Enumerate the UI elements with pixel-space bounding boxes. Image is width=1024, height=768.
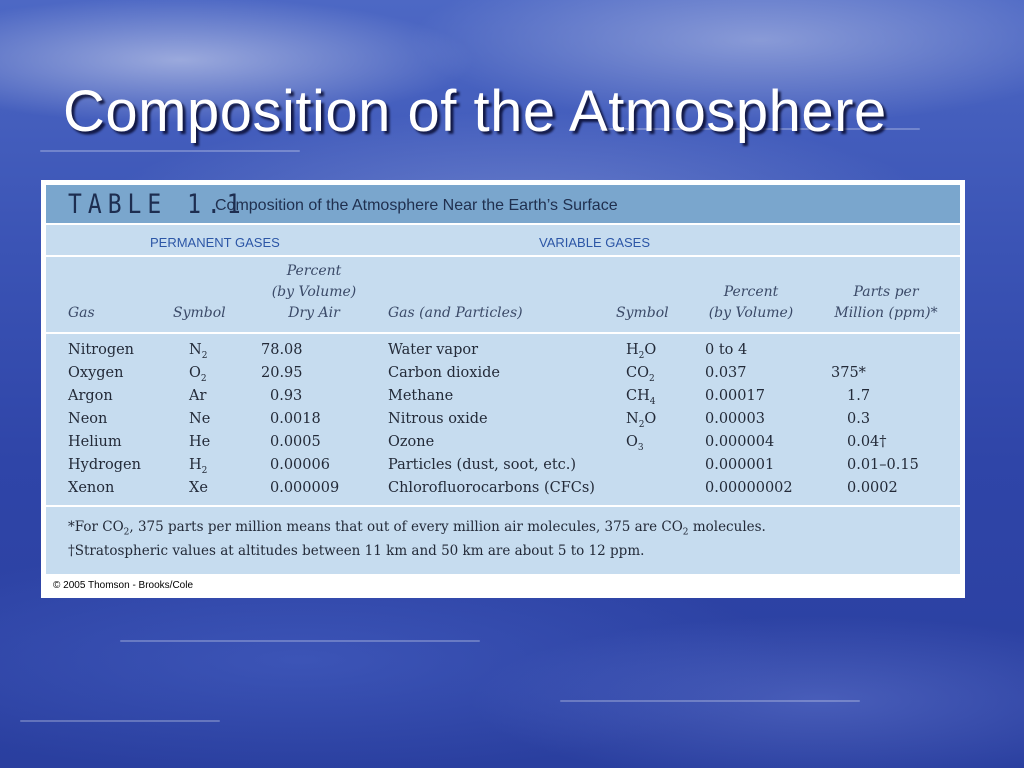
- gas-name: Hydrogen: [68, 457, 141, 473]
- symbol-text: N: [189, 342, 202, 358]
- variable-gas-ppm: 1.7: [847, 388, 871, 404]
- gas-name: Xenon: [68, 480, 115, 496]
- symbol-subscript: 2: [200, 373, 207, 384]
- water-streak: [560, 700, 860, 702]
- header-line: (by Volume): [271, 284, 357, 300]
- symbol-text: H: [189, 457, 202, 473]
- group-heading-permanent: PERMANENT GASES: [150, 235, 280, 250]
- column-header-percent-dry-air: [259, 261, 369, 324]
- table-title: Composition of the Atmosphere Near the Earth’s Surface: [215, 197, 618, 214]
- variable-gas-percent: 0.00017: [705, 388, 765, 404]
- symbol-subscript: 3: [637, 442, 644, 453]
- column-header-symbol: Symbol: [173, 305, 226, 321]
- divider: [46, 505, 960, 507]
- variable-gas-ppm: 0.04†: [847, 434, 887, 450]
- variable-gas-name: Chlorofluorocarbons (CFCs): [388, 480, 595, 496]
- gas-name: Helium: [68, 434, 122, 450]
- footnote-text: molecules.: [688, 519, 766, 535]
- symbol-text: Xe: [189, 480, 208, 496]
- symbol-text: CH: [626, 388, 650, 404]
- symbol-subscript: 2: [648, 373, 655, 384]
- variable-gas-percent: 0.000001: [705, 457, 775, 473]
- gas-symbol: [189, 480, 208, 499]
- footnote-stratospheric: †Stratospheric values at altitudes between 11 km and 50 km are about 5 to 12 ppm.: [68, 543, 645, 559]
- column-header-gas-particles: Gas (and Particles): [388, 305, 523, 321]
- variable-gas-symbol: [626, 434, 644, 453]
- variable-gas-percent: 0.037: [705, 365, 747, 381]
- variable-gas-percent: 0 to 4: [705, 342, 748, 358]
- column-header-percent-volume: [701, 282, 801, 324]
- symbol-text: Ar: [189, 388, 207, 404]
- symbol-text: O: [644, 411, 657, 427]
- column-header-gas: Gas: [68, 305, 95, 321]
- header-line: Percent: [286, 263, 342, 279]
- column-header-symbol-variable: Symbol: [616, 305, 669, 321]
- symbol-subscript: 4: [649, 396, 656, 407]
- water-streak: [120, 640, 480, 642]
- header-line: (by Volume): [708, 305, 794, 321]
- divider: [46, 332, 960, 334]
- slide-title: Composition of the Atmosphere: [63, 79, 887, 144]
- symbol-subscript: 2: [201, 350, 208, 361]
- symbol-text: O: [644, 342, 657, 358]
- gas-percent: 78.08: [261, 342, 303, 358]
- gas-percent: 0.0018: [270, 411, 321, 427]
- header-line: Parts per: [853, 284, 919, 300]
- symbol-text: Ne: [189, 411, 211, 427]
- footnote-subscript: 2: [682, 527, 689, 538]
- gas-percent: 0.0005: [270, 434, 321, 450]
- gas-percent: 0.93: [270, 388, 303, 404]
- variable-gas-symbol: [626, 365, 655, 384]
- symbol-text: N: [626, 411, 639, 427]
- footnote-text: , 375 parts per million means that out of every million air molecules, 375 are CO: [129, 519, 683, 535]
- copyright-notice: © 2005 Thomson - Brooks/Cole: [53, 580, 194, 591]
- gas-name: Nitrogen: [68, 342, 135, 358]
- table-caption-bar: [46, 185, 960, 223]
- symbol-text: CO: [626, 365, 649, 381]
- gas-symbol: [189, 365, 207, 384]
- variable-gas-symbol: [626, 342, 656, 361]
- variable-gas-percent: 0.00003: [705, 411, 765, 427]
- gas-name: Neon: [68, 411, 108, 427]
- symbol-subscript: 2: [638, 419, 645, 430]
- symbol-text: He: [189, 434, 211, 450]
- symbol-text: O: [189, 365, 201, 381]
- gas-name: Argon: [68, 388, 113, 404]
- symbol-text: O: [626, 434, 638, 450]
- variable-gas-name: Methane: [388, 388, 454, 404]
- water-streak: [40, 150, 300, 152]
- table-body: [46, 185, 960, 574]
- variable-gas-name: Water vapor: [388, 342, 479, 358]
- header-line: Percent: [723, 284, 779, 300]
- variable-gas-ppm: 0.01–0.15: [847, 457, 919, 473]
- gas-symbol: [189, 434, 210, 453]
- gas-symbol: [189, 342, 207, 361]
- water-streak: [20, 720, 220, 722]
- footnote-subscript: 2: [123, 527, 130, 538]
- variable-gas-ppm: 0.3: [847, 411, 871, 427]
- footnote-co2: [68, 519, 766, 538]
- header-line: Million (ppm)*: [834, 305, 938, 321]
- gas-percent: 0.00006: [270, 457, 330, 473]
- symbol-text: H: [626, 342, 639, 358]
- divider: [46, 255, 960, 257]
- gas-symbol: [189, 388, 206, 407]
- divider: [46, 223, 960, 225]
- column-header-ppm: [824, 282, 948, 324]
- footnote-text: *For CO: [68, 519, 124, 535]
- gas-percent: 20.95: [261, 365, 303, 381]
- gas-symbol: [189, 457, 207, 476]
- symbol-subscript: 2: [638, 350, 645, 361]
- symbol-subscript: 2: [201, 465, 208, 476]
- variable-gas-name: Nitrous oxide: [388, 411, 488, 427]
- variable-gas-symbol: [626, 411, 656, 430]
- variable-gas-percent: 0.000004: [705, 434, 775, 450]
- gas-symbol: [189, 411, 210, 430]
- variable-gas-percent: 0.00000002: [705, 480, 793, 496]
- gas-percent: 0.000009: [270, 480, 340, 496]
- variable-gas-name: Particles (dust, soot, etc.): [388, 457, 577, 473]
- gas-name: Oxygen: [68, 365, 124, 381]
- variable-gas-ppm: 0.0002: [847, 480, 898, 496]
- variable-gas-ppm: 375*: [831, 365, 866, 381]
- variable-gas-name: Carbon dioxide: [388, 365, 500, 381]
- variable-gas-name: Ozone: [388, 434, 435, 450]
- variable-gas-symbol: [626, 388, 655, 407]
- table-label: TABLE 1.1: [68, 190, 247, 220]
- table-figure: [41, 180, 965, 598]
- header-line: Dry Air: [288, 305, 340, 321]
- group-heading-variable: VARIABLE GASES: [539, 235, 651, 250]
